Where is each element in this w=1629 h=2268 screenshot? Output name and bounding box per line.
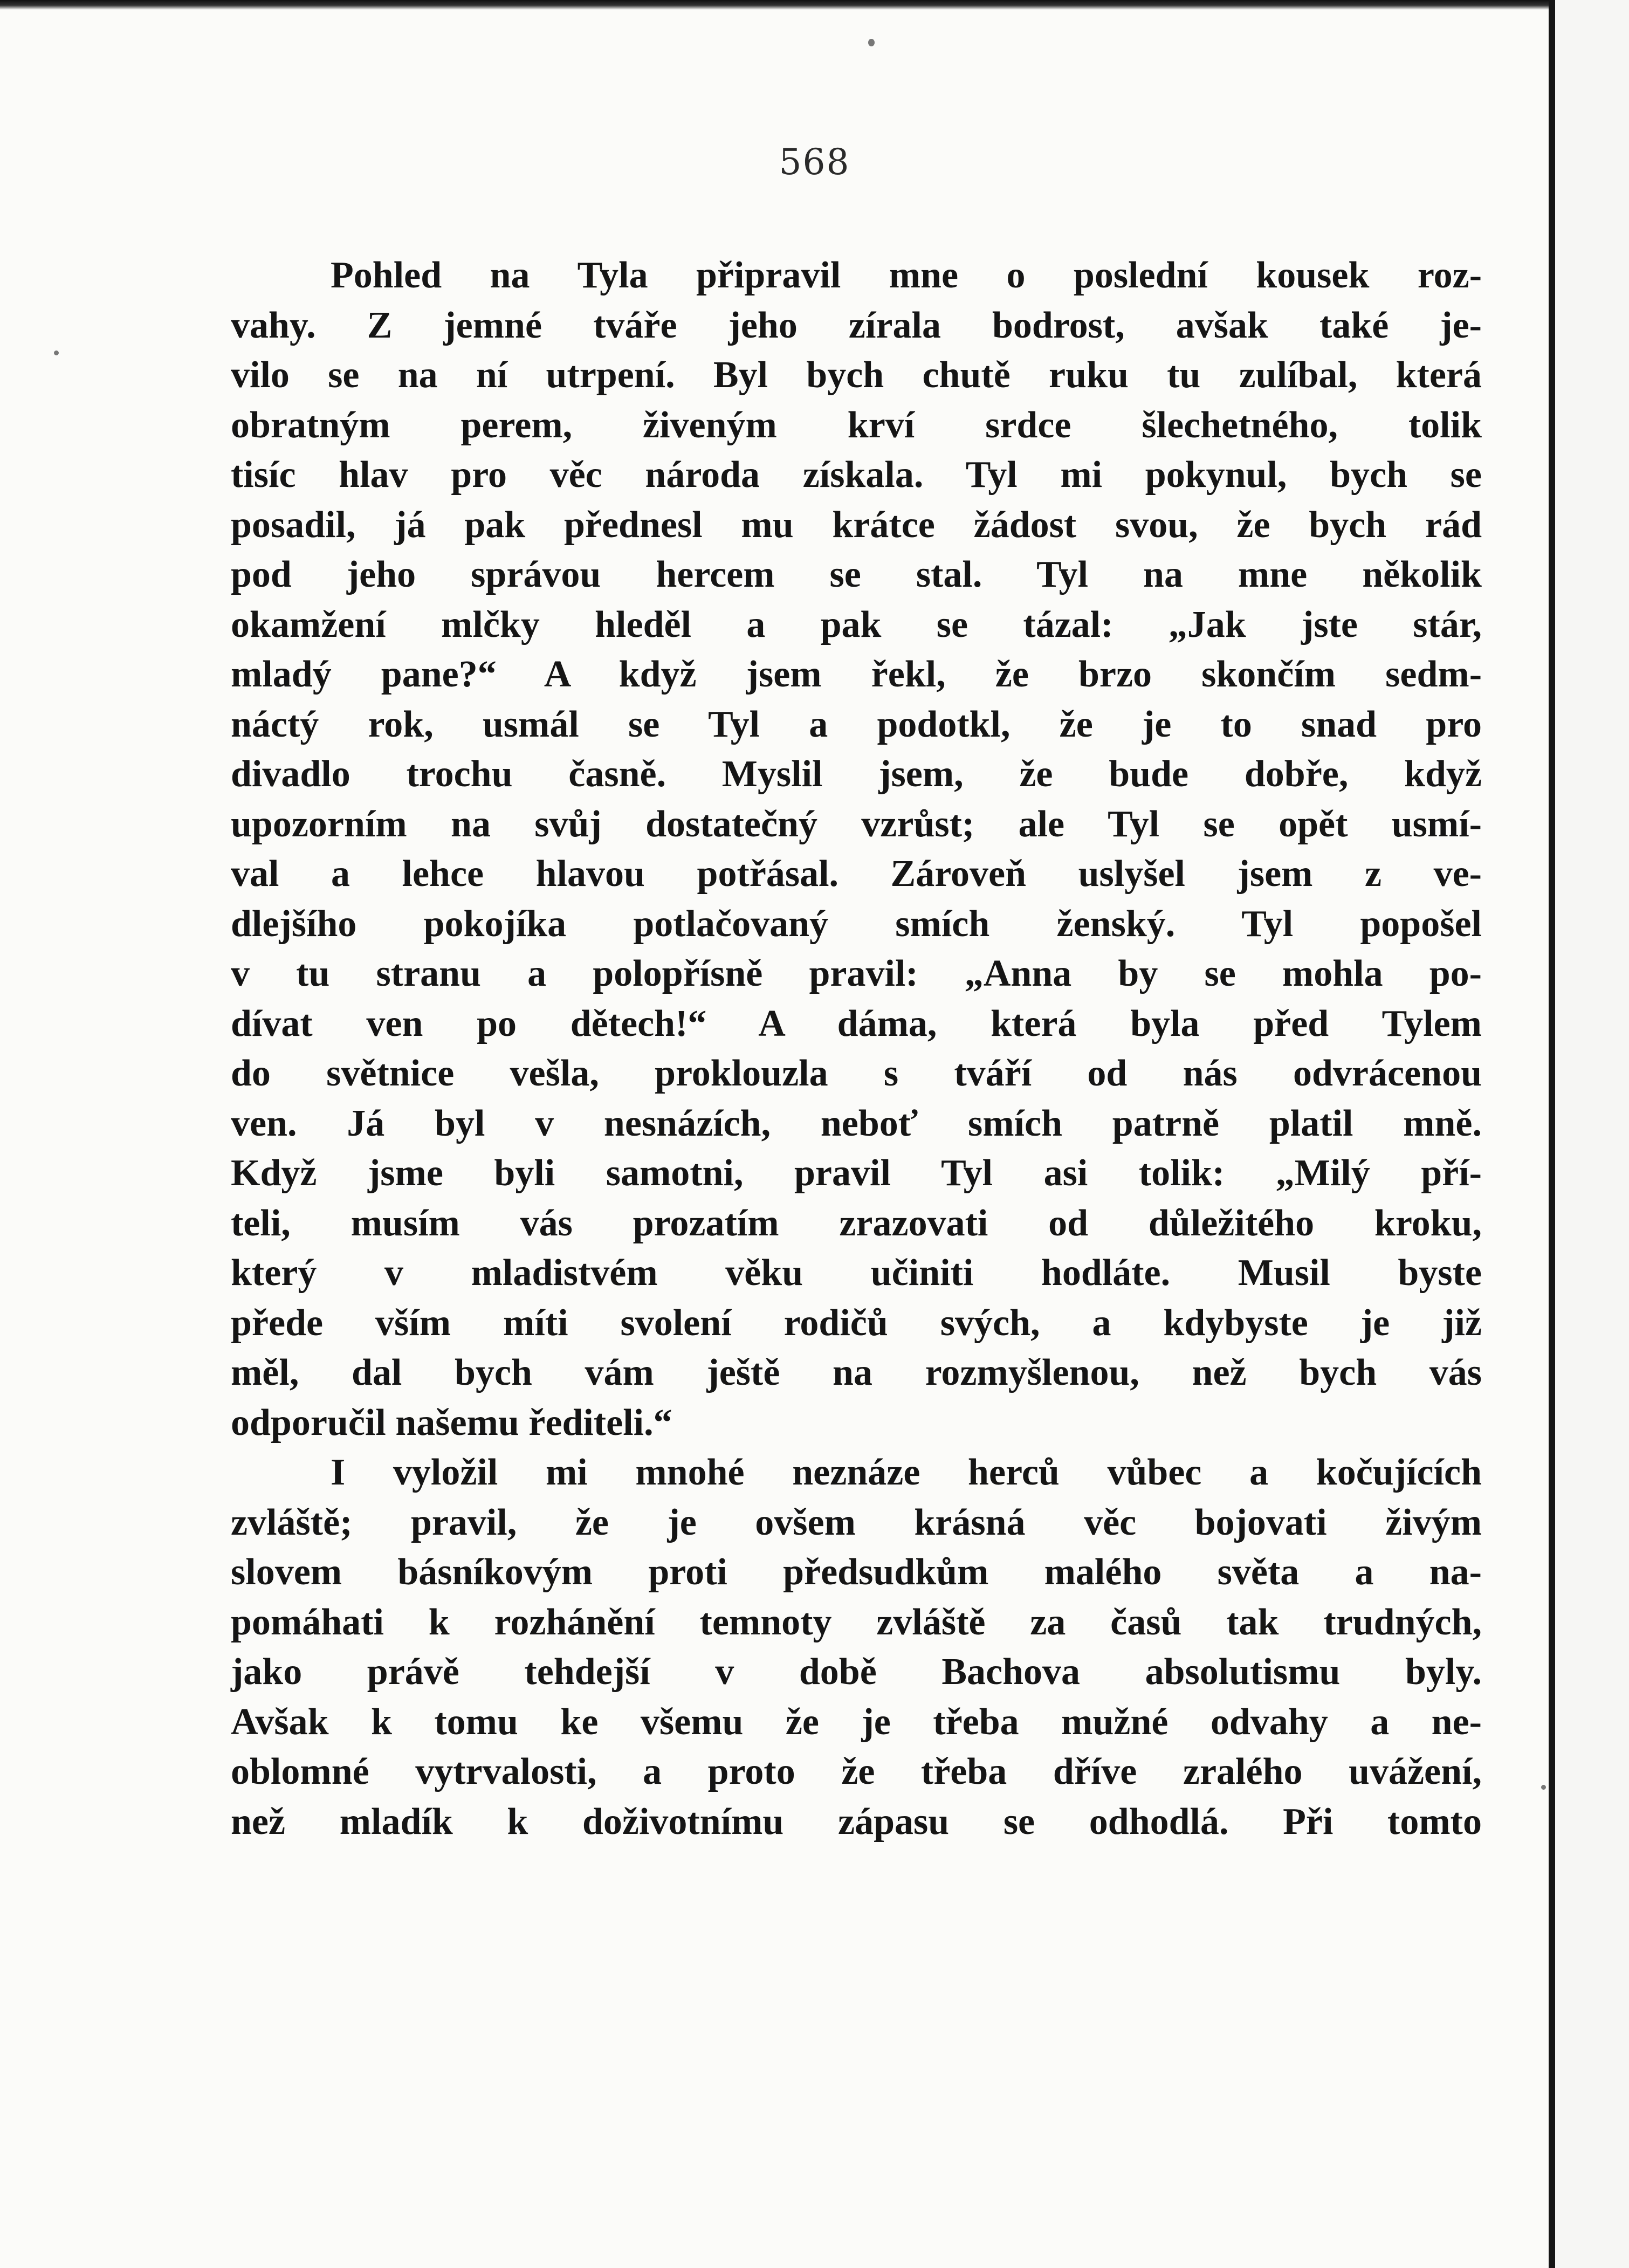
paragraph-1 [231,251,1482,1448]
text-line: náctý rok, usmál se Tyl a podotkl, že je to snad pro [231,703,1482,745]
dust-speck [1541,1785,1546,1790]
scan-right-border [1549,0,1555,2268]
text-line: mladý pane?“ A když jsem řekl, že brzo skončím sedm- [231,654,1482,695]
text-line: vilo se na ní utrpení. Byl bych chutě ruku tu zulíbal, která [231,354,1482,396]
text-line: slovem básníkovým proti předsudkům malého světa a na- [231,1551,1482,1593]
text-line: ven. Já byl v nesnázích, neboť smích patrně platil mně. [231,1102,1482,1144]
page-number: 568 [779,141,850,183]
dust-speck [54,350,59,355]
text-line: pomáhati k rozhánění temnoty zvláště za časů tak trudných, [231,1601,1482,1643]
text-line: val a lehce hlavou potřásal. Zároveň uslyšel jsem z ve- [231,853,1482,895]
body-text [231,251,1482,1847]
text-line: odporučil našemu řediteli.“ [231,1401,672,1444]
text-line: pod jeho správou hercem se stal. Tyl na mne několik [231,554,1482,595]
text-line: okamžení mlčky hleděl a pak se tázal: „Jak jste stár, [231,603,1482,645]
text-line: tisíc hlav pro věc národa získala. Tyl mi pokynul, bych se [231,454,1482,496]
text-line: oblomné vytrvalosti, a proto že třeba dříve zralého uvážení, [231,1751,1482,1792]
text-line: vahy. Z jemné tváře jeho zírala bodrost, avšak také je- [231,304,1482,346]
text-line: divadlo trochu časně. Myslil jsem, že bude dobře, když [231,753,1482,795]
text-line: zvláště; pravil, že je ovšem krásná věc bojovati živým [231,1501,1482,1543]
text-line: měl, dal bych vám ještě na rozmyšlenou, než bych vás [231,1352,1482,1393]
text-line: než mladík k doživotnímu zápasu se odhodlá. Při tomto [231,1800,1482,1843]
text-line: Když jsme byli samotni, pravil Tyl asi tolik: „Milý pří- [231,1152,1482,1194]
text-line: dlejšího pokojíka potlačovaný smích ženský. Tyl popošel [231,903,1482,945]
text-line: dívat ven po dětech!“ A dáma, která byla před Tylem [231,1002,1482,1044]
paragraph-2 [231,1448,1482,1847]
text-line: teli, musím vás prozatím zrazovati od důležitého kroku, [231,1202,1482,1244]
text-line: I vyložil mi mnohé neznáze herců vůbec a kočujících [331,1452,1482,1493]
text-line: přede vším míti svolení rodičů svých, a kdybyste je již [231,1302,1482,1344]
text-line: do světnice vešla, proklouzla s tváří od nás odvrácenou [231,1053,1482,1094]
text-line: posadil, já pak přednesl mu krátce žádost svou, že bych rád [231,504,1482,546]
text-line: který v mladistvém věku učiniti hodláte. Musil byste [231,1252,1482,1294]
scan-right-margin [1555,0,1629,2268]
scan-top-edge [0,0,1553,10]
dust-speck [868,39,875,46]
text-line: obratným perem, živeným krví srdce šlechetného, tolik [231,404,1482,446]
text-line: Pohled na Tyla připravil mne o poslední kousek roz- [331,255,1482,296]
text-line: jako právě tehdejší v době Bachova absolutismu byly. [231,1651,1482,1693]
text-line: Avšak k tomu ke všemu že je třeba mužné odvahy a ne- [231,1701,1482,1743]
text-line: upozorním na svůj dostatečný vzrůst; ale Tyl se opět usmí- [231,803,1482,845]
text-line: v tu stranu a polopřísně pravil: „Anna by se mohla po- [231,953,1482,994]
